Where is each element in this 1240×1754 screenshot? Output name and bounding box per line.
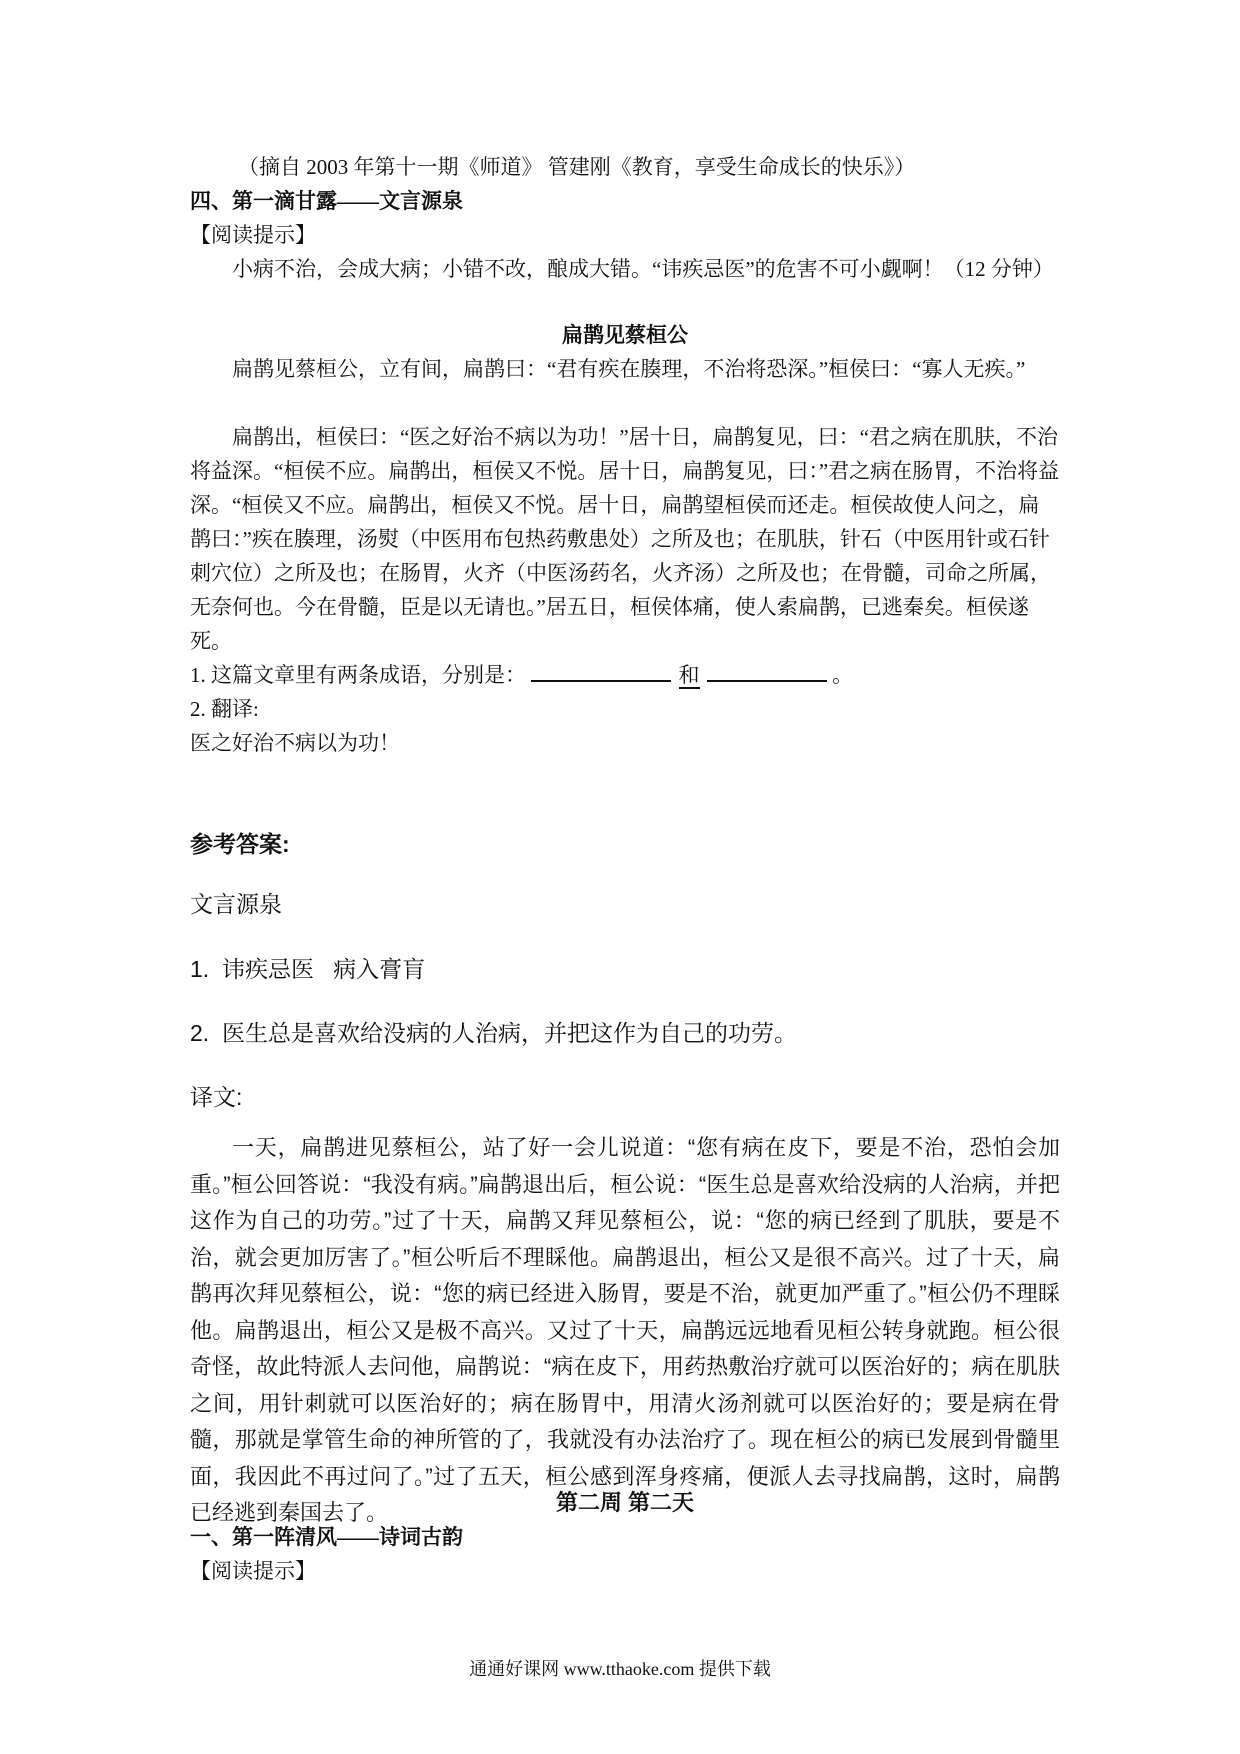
week-day-title: 第二周 第二天 [555, 1490, 695, 1515]
passage-paragraph-2: 扁鹊出，桓侯曰：“医之好治不病以为功！”居十日，扁鹊复见，曰：“君之病在肌肤，不治将益深。“桓侯不应。扁鹊出，桓侯又不悦。居十日，扁鹊复见，曰：”君之病在肠胃，不治将益深。“桓侯又不应。扁鹊出，桓侯又不悦。居十日，扁鹊望桓侯而还走。桓侯故使人问之，扁鹊曰：”疾在腠理，汤熨（中医用布包热药敷患处）之所及也；在肌肤，针石（中医用针或石针刺穴位）之所及也；在肠胃，火齐（中医汤药名，火齐汤）之所及也；在骨髓，司命之所属，无奈何也。今在骨髓，臣是以无请也。”居五日，桓侯体痛，使人索扁鹊，已逃秦矣。桓侯遂死。 [190, 425, 1060, 653]
passage-title: 扁鹊见蔡桓公 [562, 323, 688, 347]
reading-hint-label-2: 【阅读提示】 [190, 1559, 316, 1583]
reading-hint-text: 小病不治，会成大病；小错不改，酿成大错。“讳疾忌医”的危害不可小觑啊！（12 分钟） [232, 257, 1054, 281]
section1-heading: 一、第一阵清风——诗词古韵 [190, 1525, 463, 1549]
question-2: 2. 翻译: [190, 697, 259, 721]
source-line: （摘自 2003 年第十一期《师道》 管建刚《教育，享受生命成长的快乐》） [238, 155, 916, 179]
translation-label: 译文: [190, 1084, 243, 1110]
answers-subheading: 文言源泉 [190, 891, 282, 917]
answer-blank-1[interactable] [531, 658, 671, 682]
answers-heading: 参考答案: [190, 831, 290, 857]
question-1-prompt: 1. 这篇文章里有两条成语，分别是： [190, 663, 526, 687]
question-1-end: 。 [832, 663, 853, 687]
question-1 [190, 658, 1060, 692]
translation-text: 一天，扁鹊进见蔡桓公，站了好一会儿说道：“您有病在皮下，要是不治，恐怕会加重。”桓公回答说：“我没有病。”扁鹊退出后，桓公说：“医生总是喜欢给没病的人治病，并把这作为自己的功劳。”过了十天，扁鹊又拜见蔡桓公，说：“您的病已经到了肌肤，要是不治，就会更加厉害了。”桓公听后不理睬他。扁鹊退出，桓公又是很不高兴。过了十天，扁鹊再次拜见蔡桓公，说：“您的病已经进入肠胃，要是不治，就更加严重了。”桓公仍不理睬他。扁鹊退出，桓公又是极不高兴。又过了十天，扁鹊远远地看见桓公转身就跑。桓公很奇怪，故此特派人去问他，扁鹊说：“病在皮下，用药热敷治疗就可以医治好的；病在肌肤之间，用针刺就可以医治好的；病在肠胃中，用清火汤剂就可以医治好的；要是病在骨髓，那就是掌管生命的神所管的了，我就没有办法治疗了。现在桓公的病已发展到骨髓里面，我因此不再过问了。”过了五天，桓公感到浑身疼痛，便派人去寻找扁鹊，这时，扁鹊已经逃到秦国去了。 [190, 1135, 1060, 1525]
reading-hint-label: 【阅读提示】 [190, 223, 316, 247]
answer-1: 1. 讳疾忌医 病入膏肓 [190, 956, 426, 982]
page-footer: 通通好课网 www.tthaoke.com 提供下载 [469, 1659, 771, 1679]
answer-2: 2. 医生总是喜欢给没病的人治病，并把这作为自己的功劳。 [190, 1020, 797, 1046]
answer-blank-2[interactable] [707, 658, 827, 682]
question-1-and: 和 [678, 663, 700, 687]
passage-paragraph-1: 扁鹊见蔡桓公，立有间，扁鹊曰：“君有疾在腠理，不治将恐深。”桓侯曰：“寡人无疾。” [232, 357, 1026, 381]
question-2-sentence: 医之好治不病以为功！ [190, 731, 400, 755]
section4-heading: 四、第一滴甘露——文言源泉 [190, 189, 463, 213]
